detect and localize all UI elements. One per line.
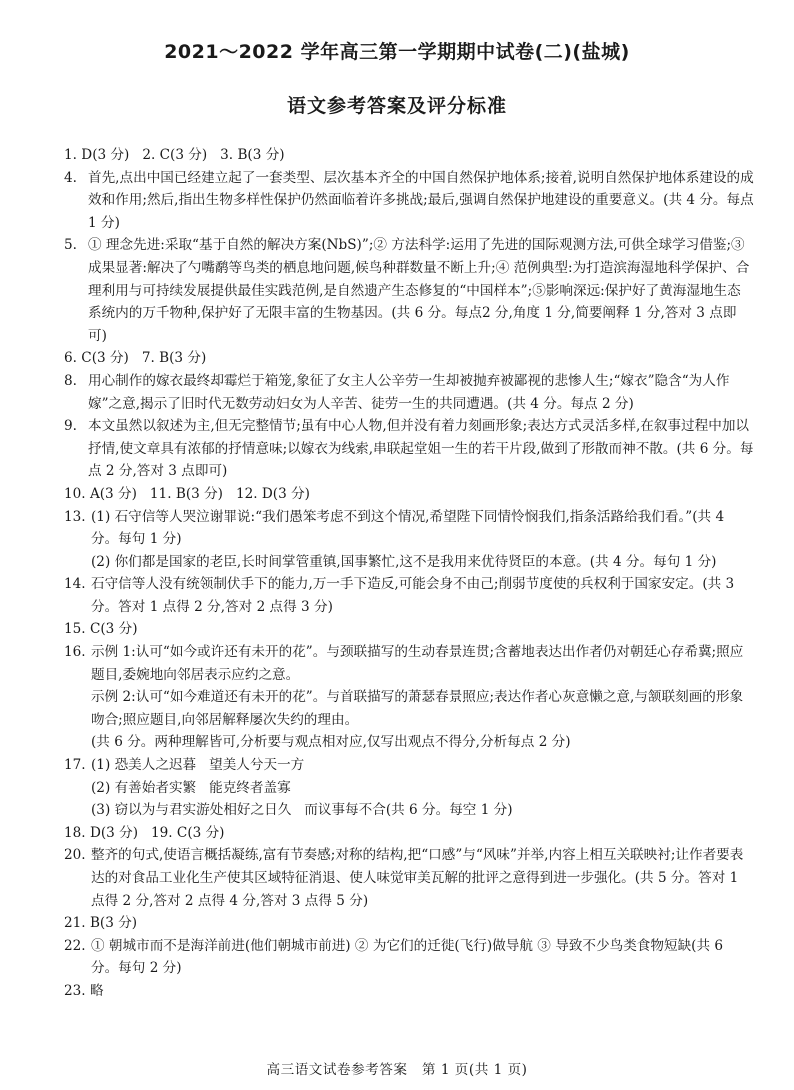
answer-list — [64, 144, 754, 1003]
answer-9 — [64, 415, 754, 483]
answer-number: 13. — [64, 508, 86, 525]
answer-16 — [64, 641, 754, 754]
answer-text: 首先,点出中国已经建立起了一套类型、层次基本齐全的中国自然保护地体系;接着,说明自然保护地体系建设的成效和作用;然后,指出生物多样性保护仍然面临着许多挑战;最后,强调自然保护地建设的重要意义。(共 4 分。每点 1 分) — [88, 169, 754, 231]
answer-23: 23. 略 — [64, 982, 104, 999]
answer-number: 14. — [64, 576, 86, 593]
answer-text: 用心制作的嫁衣最终却霉烂于箱笼,象征了女主人公辛劳一生却被抛弃被鄙视的悲惨人生;“嫁衣”隐含“为人作嫁”之意,揭示了旧时代无数劳动妇女为人辛苦、徒劳一生的共同遭遇。(共 4 分。每点 2 分) — [88, 372, 730, 412]
answer-13-part-1: (1) 石守信等人哭泣谢罪说:“我们愚笨考虑不到这个情况,希望陛下同情怜悯我们,指条活路给我们看。”(共 4 分。每句 1 分) — [91, 508, 725, 548]
document-title: 2021～2022 学年高三第一学期期中试卷(二)(盐城) — [164, 41, 630, 63]
answer-17-line-3: (3) 窃以为与君实游处相好之日久 而议事每不合(共 6 分。每空 1 分) — [91, 802, 513, 819]
answer-20 — [64, 844, 754, 912]
answer-number: 17. — [64, 757, 86, 774]
answer-text: 石守信等人没有统领制伏手下的能力,万一手下造反,可能会身不由己;削弱节度使的兵权利于国家安定。(共 3 分。答对 1 点得 2 分,答对 2 点得 3 分) — [91, 576, 735, 615]
answer-14 — [64, 573, 754, 618]
answer-text: 整齐的句式,使语言概括凝练,富有节奏感;对称的结构,把“口感”与“风味”并举,内容上相互关联映衬;让作者要表达的对食品工业化生产使其区域特征消退、使人味觉审美瓦解的批评之意得到进一步强化。(共 5 分。答对 1 点得 2 分,答对 2 点得 4 分,答对 3 点得 5 分) — [91, 847, 744, 909]
answer-17-line-1: (1) 恐美人之迟暮 望美人兮天一方 — [91, 757, 305, 774]
answer-16-example-2: 示例 2:认可“如今难道还有未开的花”。与首联描写的萧瑟春景照应;表达作者心灰意懒之意,与颔联刻画的形象吻合;照应题目,向邻居解释屡次失约的理由。 — [91, 689, 744, 728]
answer-15: 15. C(3 分) — [64, 621, 138, 638]
answer-8 — [64, 370, 754, 415]
answer-number: 9. — [64, 418, 77, 435]
answer-17-line-2: (2) 有善始者实繁 能克终者盖寡 — [91, 779, 291, 796]
answers-1-3: 1. D(3 分) 2. C(3 分) 3. B(3 分) — [64, 147, 285, 163]
answer-17 — [64, 754, 754, 822]
answer-4 — [64, 167, 754, 235]
answers-10-12: 10. A(3 分) 11. B(3 分) 12. D(3 分) — [64, 485, 310, 502]
answer-16-note: (共 6 分。两种理解皆可,分析要与观点相对应,仅写出观点不得分,分析每点 2 分) — [91, 734, 571, 751]
page-footer: 高三语文试卷参考答案 第 1 页(共 1 页) — [266, 1062, 528, 1078]
answer-number: 8. — [64, 372, 77, 389]
answer-text: ① 朝城市而不是海洋前进(他们朝城市前进) ② 为它们的迁徙(飞行)做导航 ③ 导致不少鸟类食物短缺(共 6 分。每句 2 分) — [91, 937, 724, 977]
answer-text: ① 理念先进:采取“基于自然的解决方案(NbS)”;② 方法科学:运用了先进的国际观测方法,可供全球学习借鉴;③ 成果显著:解决了勺嘴鹬等鸟类的栖息地问题,候鸟种群数量不断上升;④ 范例典型:为打造滨海湿地科学保护、合理利用与可持续发展提供最佳实践范例,是自然遗产生态修复的“中国样本”;⑤影响深远:保护好了黄海湿地生态系统内的万千物种,保护好了无限丰富的生物基因。(共 6 分。每点2 分,角度 1 分,简要阐释 1 分,答对 3 点即可) — [88, 237, 750, 344]
answer-text: 本文虽然以叙述为主,但无完整情节;虽有中心人物,但并没有着力刻画形象;表达方式灵活多样,在叙事过程中加以抒情,使文章具有浓郁的抒情意味;以嫁衣为线索,串联起堂姐一生的若干片段,做到了形散而神不散。(共 6 分。每点 2 分,答对 3 点即可) — [88, 418, 754, 480]
answer-13 — [64, 506, 754, 574]
answer-number: 16. — [64, 644, 86, 661]
answer-16-example-1: 示例 1:认可“如今或许还有未开的花”。与颈联描写的生动春景连贯;含蓄地表达出作者仍对朝廷心存希冀;照应题目,委婉地向邻居表示应约之意。 — [91, 644, 744, 683]
answer-number: 4. — [64, 169, 77, 186]
answer-22 — [64, 935, 754, 980]
answer-13-part-2: (2) 你们都是国家的老臣,长时间掌管重镇,国事繁忙,这不是我用来优待贤臣的本意。(共 4 分。每句 1 分) — [91, 553, 717, 570]
answer-21: 21. B(3 分) — [64, 915, 138, 932]
answer-number: 5. — [64, 237, 77, 254]
answers-18-19: 18. D(3 分) 19. C(3 分) — [64, 824, 225, 841]
answer-5 — [64, 234, 754, 347]
answer-number: 22. — [64, 937, 86, 954]
answers-6-7: 6. C(3 分) 7. B(3 分) — [64, 350, 207, 367]
answer-number: 20. — [64, 847, 86, 864]
document-subtitle: 语文参考答案及评分标准 — [286, 95, 507, 117]
